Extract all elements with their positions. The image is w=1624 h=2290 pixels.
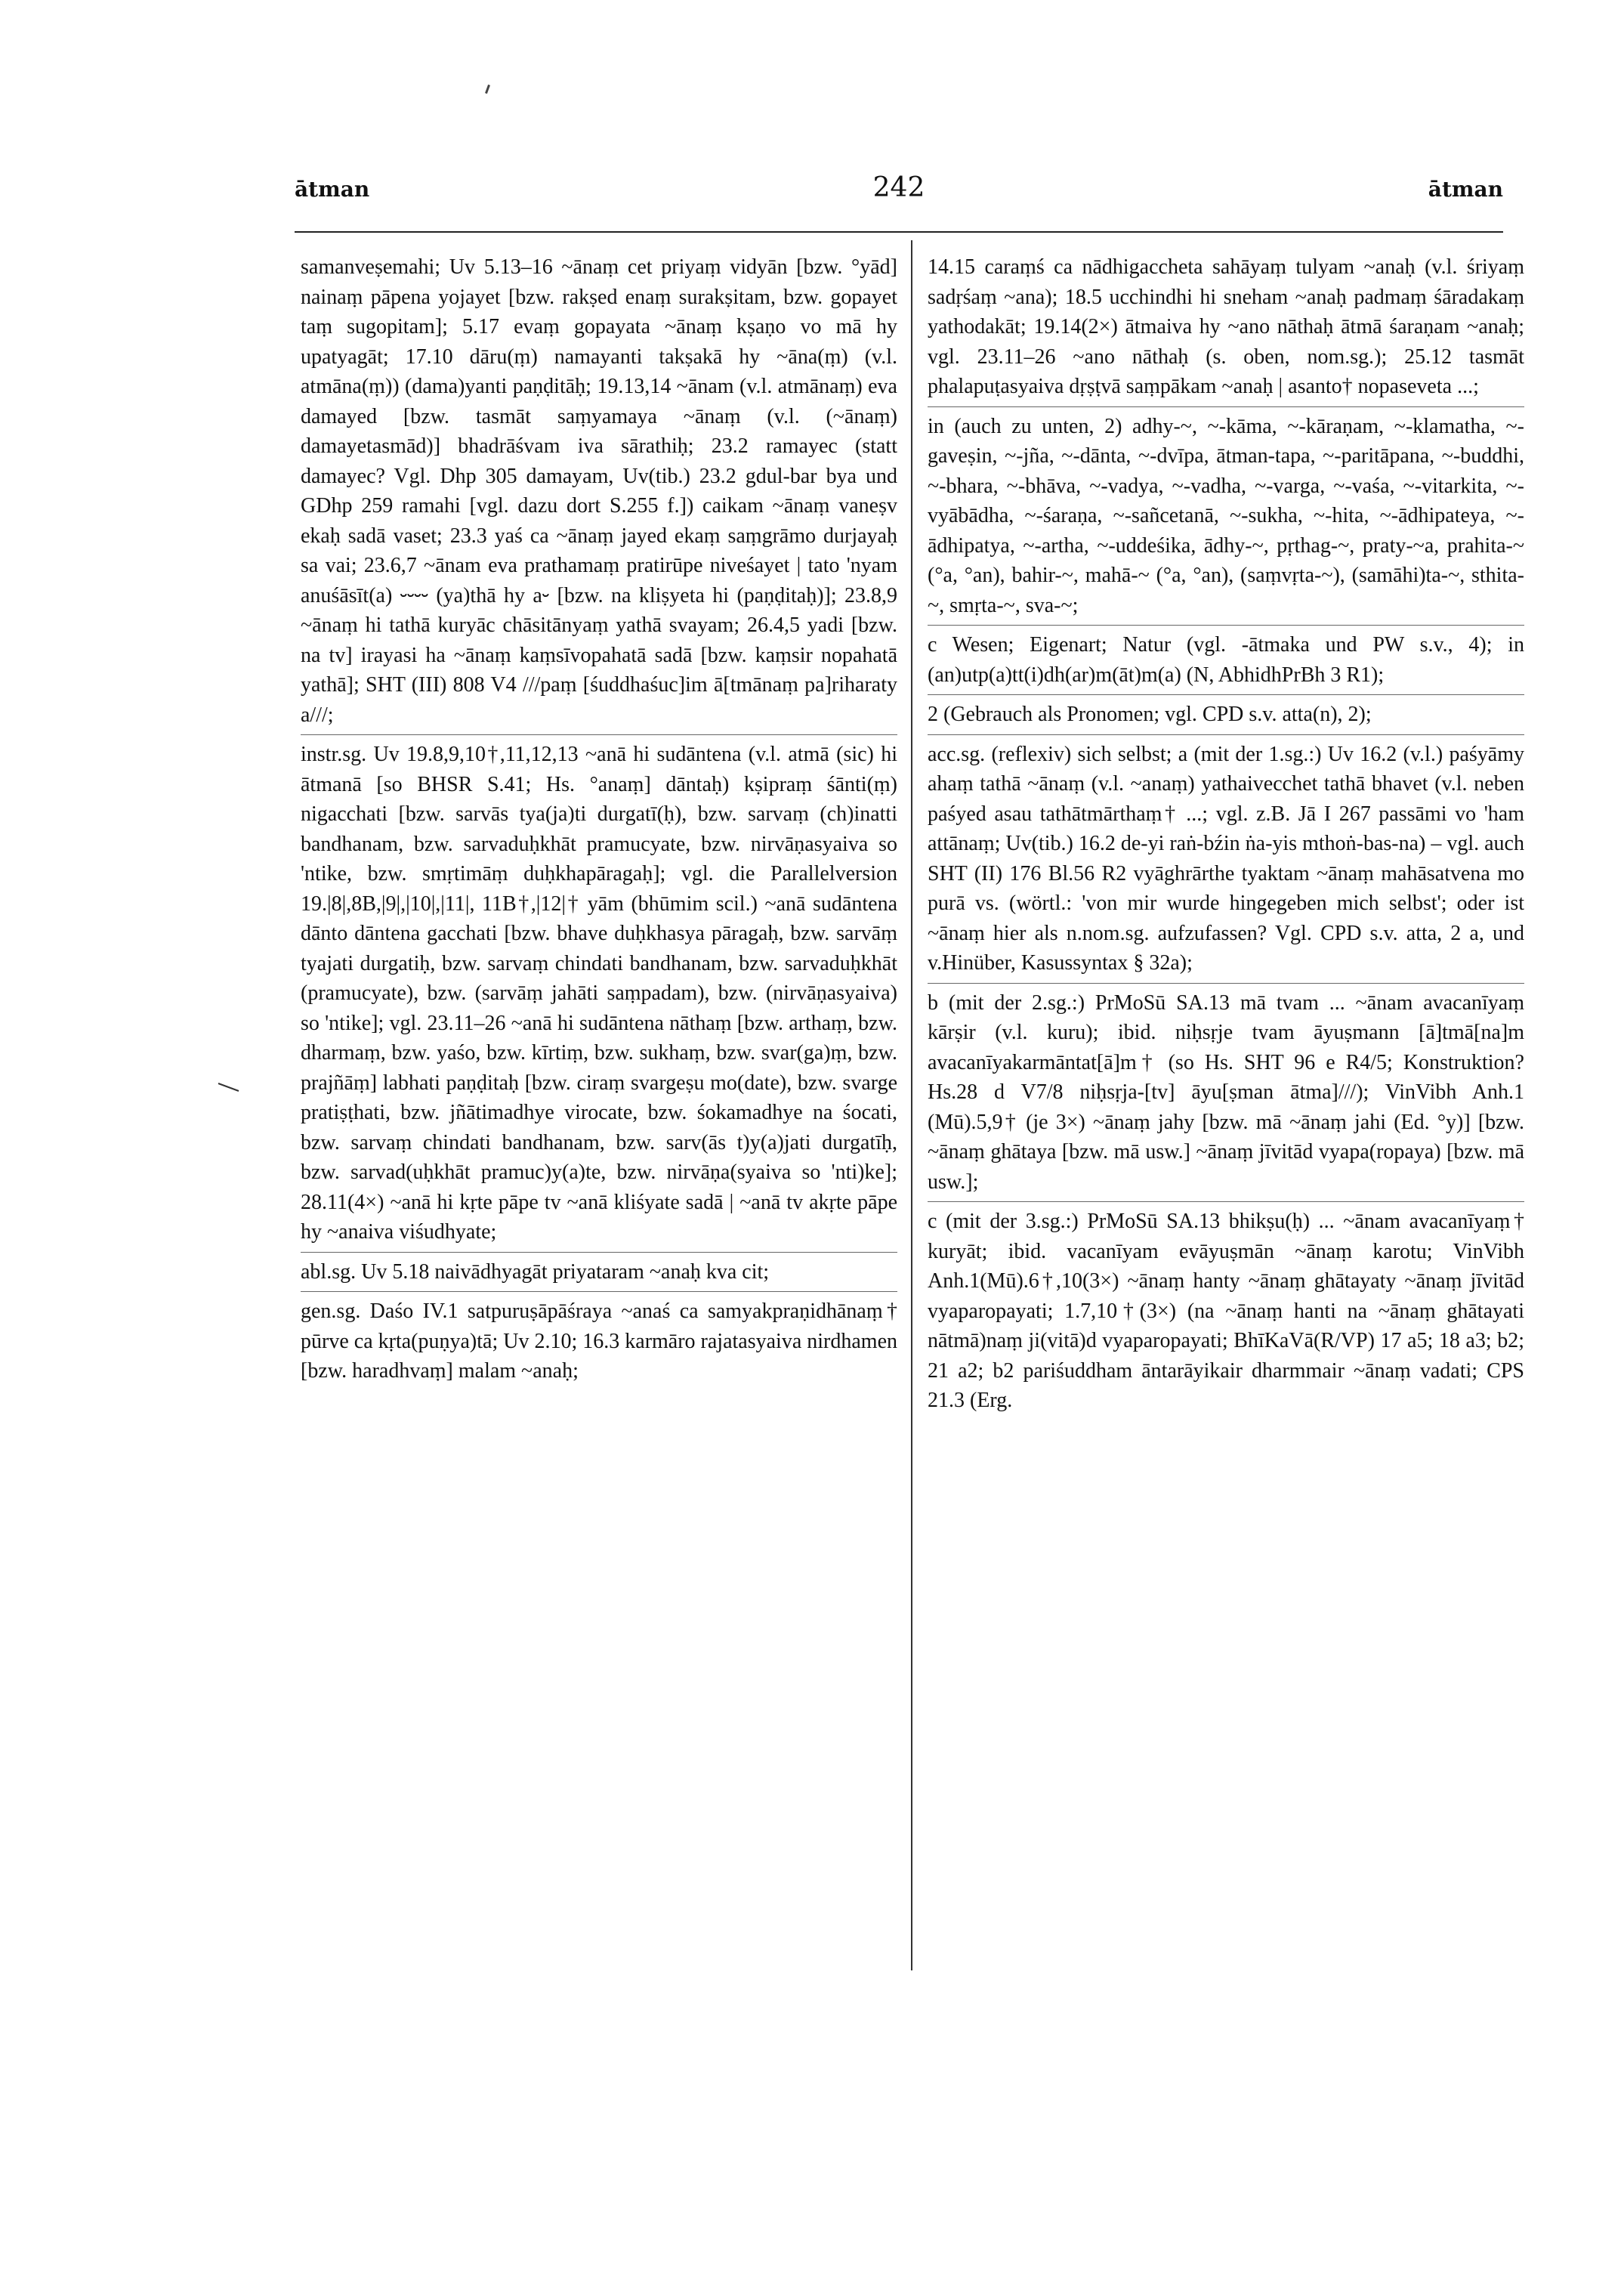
entry-paragraph-reflexive-c: c (mit der 3.sg.:) PrMoSū SA.13 bhikṣu(ḥ) ... ~ānam avacanīyaṃ† kuryāt; ibid. vacanīyam evāyuṣmān ~ānaṃ karotu; VinVibh Anh.1(Mū).6†,10(3×) ~ānaṃ hanty ~ānaṃ ghātayaty ~ānaṃ jīvitād vyaparopayati; 1.7,10†(3×) (na ~ānaṃ hanti na ~ānaṃ ghātayati nātmā)naṃ ji(vitā)d vyaparopayati; BhīKaVā(R/VP) 17 a5; 18 a3; b2; 21 a2; b2 pariśuddham āntarāyikair dharmmair ~ānaṃ vadati; CPS 21.3 (Erg. bbox=[928, 1201, 1524, 1416]
entry-paragraph-compounds: in (auch zu unten, 2) adhy-~, ~-kāma, ~-kāraṇam, ~-klamatha, ~-gaveṣin, ~-jña, ~-dānta, ~-dvīpa, ātman-tapa, ~-paritāpana, ~-buddhi, ~-bhara, ~-bhāva, ~-vadya, ~-vadha, ~-varga, ~-vaśa, ~-vitarkita, ~-vyābādha, ~-śaraṇa, ~-sañcetanā, ~-sukha, ~-hita, ~-ādhipateya, ~-ādhipatya, ~-artha, ~-uddeśika, ādhy-~, pṛthag-~, praty-~a, prahita-~ (°a, °an), bahir-~, mahā-~ (°a, °an), (saṃvṛta-~), (samāhi)ta-~, sthita-~, smṛta-~, sva-~; bbox=[928, 406, 1524, 621]
right-column bbox=[928, 252, 1524, 1416]
header-rule bbox=[295, 231, 1503, 233]
entry-paragraph-abl: abl.sg. Uv 5.18 naivādhyagāt priyataram ~anaḥ kva cit; bbox=[301, 1252, 897, 1287]
entry-paragraph-meaning-c: c Wesen; Eigenart; Natur (vgl. -ātmaka und PW s.v., 4); in (an)utp(a)tt(i)dh(ar)m(āt)m(a) (N, AbhidhPrBh 3 R1); bbox=[928, 625, 1524, 690]
entry-paragraph-gen: gen.sg. Daśo IV.1 satpuruṣāpāśraya ~anaś ca samyakpraṇidhānaṃ† pūrve ca kṛta(puṇya)tā; Uv 2.10; 16.3 karmāro rajatasyaiva nirdhamen [bzw. haradhvaṃ] malam ~anaḥ; bbox=[301, 1291, 897, 1386]
page-number: 242 bbox=[872, 172, 925, 203]
entry-paragraph-reflexive-a: acc.sg. (reflexiv) sich selbst; a (mit der 1.sg.:) Uv 16.2 (v.l.) paśyāmy ahaṃ tathā ~ānaṃ (v.l. ~anaṃ) yathaivecchet tathā bhavet (v.l. neben paśyed asau tathātmārthaṃ† ...; vgl. z.B. Jā I 267 passāmi vo 'ham attānaṃ; Uv(tib.) 16.2 de-yi raṅ-bźin ṅa-yis mthoṅ-bas-na) – vgl. auch SHT (II) 176 Bl.56 R2 vyāghrārthe tyaktam ~ānaṃ mahāsatvena mo purā vs. (wörtl.: 'von mir wurde hingegeben mich selbst'; oder ist ~ānaṃ hier als n.nom.sg. aufzufassen? Vgl. CPD s.v. atta, 2 a, und v.Hinüber, Kasussyntax § 32a); bbox=[928, 734, 1524, 978]
left-column bbox=[301, 252, 897, 1386]
entry-paragraph-pronoun: 2 (Gebrauch als Pronomen; vgl. CPD s.v. atta(n), 2); bbox=[928, 694, 1524, 730]
entry-paragraph-reflexive-b: b (mit der 2.sg.:) PrMoSū SA.13 mā tvam ... ~ānam avacanīyaṃ kārṣir (v.l. kuru); ibid. niḥsṛje tvam āyuṣmann [ā]tmā[na]m avacanīyakarmāntat[ā]m† (so Hs. SHT 96 e R4/5; Konstruktion? Hs.28 d V7/8 niḥsṛja-[tv] āyu[ṣman ātma]///); VinVibh Anh.1 (Mū).5,9† (je 3×) ~ānaṃ jahy [bzw. mā ~ānaṃ jahi (Ed. °y)] [bzw. ~ānaṃ ghātaya [bzw. mā usw.] ~ānaṃ jīvitād vyapa(ropaya) [bzw. mā usw.]; bbox=[928, 983, 1524, 1198]
margin-mark bbox=[218, 1082, 240, 1092]
entry-paragraph-instr: instr.sg. Uv 19.8,9,10†,11,12,13 ~anā hi sudāntena (v.l. atmā (sic) hi ātmanā [so BHSR S.41; Hs. °anaṃ] dāntaḥ) kṣipraṃ śānti(ṃ) nigacchati [bzw. sarvās tya(ja)ti durgatī(ḥ), bzw. sarvaṃ (ch)inatti bandhanam, bzw. sarvaduḥkhāt pramucyate, bzw. nirvāṇasyaiva so 'ntike, bzw. smṛtimāṃ duḥkhapāragaḥ]; vgl. die Parallelversion 19.|8|,8B,|9|,|10|,|11|, 11B†,|12|† yām (bhūmim scil.) ~anā sudāntena dānto dāntena gacchati [bzw. bhave duḥkhasya pāragaḥ, bzw. sarvāṃ tyajati durgatiḥ, bzw. sarvaṃ chindati bandhanam, bzw. sarvaduḥkhāt (pramucyate), bzw. (sarvāṃ jahāti saṃpadam), bzw. (nirvāṇasyaiva) so 'ntike]; vgl. 23.11–26 ~anā hi sudāntena nāthaṃ [bzw. arthaṃ, bzw. dharmaṃ, bzw. yaśo, bzw. kīrtiṃ, bzw. sukhaṃ, bzw. svar(ga)ṃ, bzw. prajñāṃ] labhati paṇḍitaḥ [bzw. ciraṃ svargeṣu mo(date), bzw. svarge pratiṣṭhati, bzw. jñātimadhye virocate, bzw. śokamadhye na śocati, bzw. sarvaṃ chindati bandhanam, bzw. sarv(ās t)y(a)jati durgatīḥ, bzw. sarvad(uḥkhāt pramuc)y(a)te, bzw. nirvāṇa(syaiva so 'nti)ke]; 28.11(4×) ~anā hi kṛte pāpe tv ~anā kliśyate sadā | ~anā tv akṛte pāpe hy ~anaiva viśudhyate; bbox=[301, 734, 897, 1247]
running-headword-left: ātman bbox=[295, 177, 370, 202]
entry-paragraph-gen-cont: 14.15 caraṃś ca nādhigaccheta sahāyaṃ tulyam ~anaḥ (v.l. śriyaṃ sadṛśaṃ ~ana); 18.5 ucchindhi hi sneham ~anaḥ padmaṃ śāradakaṃ yathodakāt; 19.14(2×) ātmaiva hy ~ano nāthaḥ ātmā śaraṇam ~anaḥ; vgl. 23.11–26 ~ano nāthaḥ (s. oben, nom.sg.); 25.12 tasmāt phalapuṭasyaiva dṛṣṭvā saṃpākam ~anaḥ | asanto† nopaseveta ...; bbox=[928, 255, 1524, 398]
column-divider bbox=[911, 240, 912, 1970]
entry-paragraph-acc: samanveṣemahi; Uv 5.13–16 ~ānaṃ cet priyaṃ vidyān [bzw. °yād] nainaṃ pāpena yojayet [bzw. rakṣed enaṃ surakṣitam, bzw. gopayet taṃ sugopitam]; 5.17 evaṃ gopayata ~ānaṃ kṣaṇo vo mā hy upatyagāt; 17.10 dāru(ṃ) namayanti takṣakā hy ~āna(ṃ) (v.l. atmāna(ṃ)) (dama)yanti paṇḍitāḥ; 19.13,14 ~ānam (v.l. atmānaṃ) eva damayed [bzw. tasmāt saṃyamaya ~ānaṃ (v.l. (~ānaṃ) damayetasmād)] bhadrāśvam iva sārathiḥ; 23.2 ramayec (statt damayec? Vgl. Dhp 305 damayam, Uv(tib.) 23.2 gdul-bar bya und GDhp 259 ramahi [vgl. dazu dort S.255 f.]) caikam ~ānaṃ vaneṣv ekaḥ sadā vaset; 23.3 yaś ca ~ānaṃ jayed ekaṃ saṃgrāmo durjayaḥ sa vai; 23.6,7 ~ānam eva prathamaṃ pratirūpe niveśayet | tato 'nyam anuśāsīt(a) ⏑⏑⏑⏑ (ya)thā hy a⏑ [bzw. na kliṣyeta hi (paṇḍitaḥ)]; 23.8,9 ~ānaṃ hi tathā kuryāc chāsitānyaṃ yathā svayam; 26.4,5 yadi [bzw. na tv] irayasi ha ~ānaṃ kaṃsīvopahatā sadā [bzw. kaṃsir nopahatā yathā]; SHT (III) 808 V4 ///paṃ [śuddhaśuc]im ā[tmānaṃ pa]riharaty a///; bbox=[301, 255, 897, 727]
scan-speck bbox=[485, 85, 490, 94]
running-headword-right: ātman bbox=[1428, 177, 1503, 202]
page-header bbox=[295, 172, 1503, 218]
